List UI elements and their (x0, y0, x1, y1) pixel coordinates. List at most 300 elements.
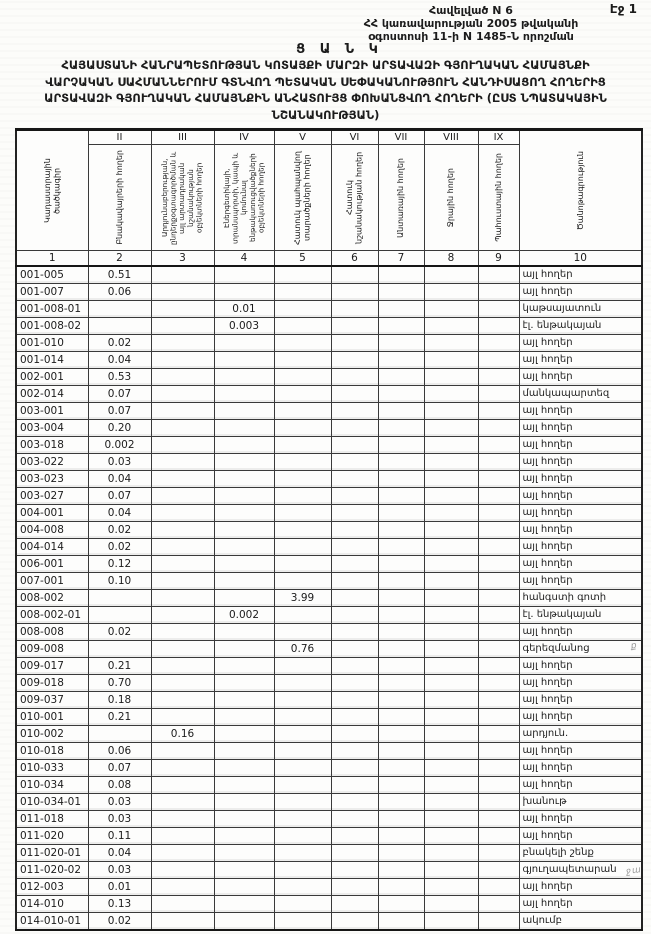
area-value-cell-col9 (478, 777, 519, 794)
remark-cell: ակումբ (519, 913, 642, 931)
handwritten-mark: ջա (625, 864, 643, 878)
area-value-cell-col7 (378, 845, 424, 862)
area-value-cell-col8 (424, 284, 478, 301)
area-value-cell-col2 (88, 301, 151, 318)
title-line-1: ՀԱՅԱՍՏԱՆԻ ՀԱՆՐԱՊԵՏՈՒԹՅԱՆ ԿՈՏԱՅՔԻ ՄԱՐԶԻ ԱՐՏԱՎԱԶԻ ԳՅՈՒՂԱԿԱՆ ՀԱՄԱՅՆՔԻ (61, 58, 590, 72)
area-value-cell-col3 (151, 437, 214, 454)
area-value-cell-col9 (478, 913, 519, 931)
remark-cell: այլ հողեր (519, 522, 642, 539)
area-value-cell-col4 (214, 760, 274, 777)
table-row (16, 437, 642, 454)
remark-cell: այլ հողեր (519, 709, 642, 726)
area-value-cell-col3 (151, 318, 214, 335)
area-value-cell-col8 (424, 845, 478, 862)
header-infrastructure-lands: Էներգետիկայի, տրանսպորտի, կապի և կոմունալ ենթակառուցվածքների օբյեկտների հողեր (214, 145, 274, 251)
area-value-cell-col4 (214, 811, 274, 828)
area-value-cell-col7 (378, 641, 424, 658)
handwritten-mark: ք (630, 640, 639, 652)
remark-cell: այլ հողեր (519, 369, 642, 386)
area-value-cell-col3 (151, 709, 214, 726)
cadastral-code-cell: 003-001 (16, 403, 88, 420)
remark-cell: մանկապարտեզ (519, 386, 642, 403)
table-row (16, 879, 642, 896)
area-value-cell-col5 (274, 284, 331, 301)
area-value-cell-col4 (214, 743, 274, 760)
area-value-cell-col2: 0.51 (88, 266, 151, 284)
remark-cell: գերեզմանոց (519, 641, 642, 658)
area-value-cell-col2: 0.06 (88, 284, 151, 301)
remark-cell: այլ հողեր (519, 658, 642, 675)
area-value-cell-col8 (424, 777, 478, 794)
area-value-cell-col4 (214, 794, 274, 811)
area-value-cell-col6 (331, 369, 378, 386)
table-row (16, 454, 642, 471)
area-value-cell-col5 (274, 726, 331, 743)
area-value-cell-col6 (331, 318, 378, 335)
area-value-cell-col7 (378, 352, 424, 369)
area-value-cell-col6 (331, 403, 378, 420)
table-row (16, 266, 642, 284)
remark-cell: կաթսայատուն (519, 301, 642, 318)
area-value-cell-col8 (424, 488, 478, 505)
area-value-cell-col5 (274, 794, 331, 811)
area-value-cell-col2: 0.07 (88, 403, 151, 420)
area-value-cell-col9 (478, 692, 519, 709)
area-value-cell-col6 (331, 794, 378, 811)
land-transfer-table (15, 128, 643, 931)
remark-cell: այլ հողեր (519, 556, 642, 573)
area-value-cell-col4: 0.01 (214, 301, 274, 318)
title-line-3: ԱՐՏԱՎԱԶԻ ԳՅՈՒՂԱԿԱՆ ՀԱՄԱՅՆՔԻՆ ԱՆՀԱՏՈՒՅՑ ՓՈԽԱՆՑՎՈՂ ՀՈՂԵՐԻ (ԸՍՏ ՆՊԱՏԱԿԱՅԻՆ (44, 91, 607, 105)
cadastral-code-cell: 012-003 (16, 879, 88, 896)
cadastral-code-cell: 014-010-01 (16, 913, 88, 931)
area-value-cell-col4 (214, 573, 274, 590)
area-value-cell-col7 (378, 607, 424, 624)
cadastral-code-cell: 001-008-02 (16, 318, 88, 335)
area-value-cell-col9 (478, 335, 519, 352)
title-line-2: ՎԱՐՉԱԿԱՆ ՍԱՀՄԱՆՆԵՐՈՒՄ ԳՏՆՎՈՂ ՊԵՏԱԿԱՆ ՍԵՓԱԿԱՆՈՒԹՅՈՒՆ ՀԱՆԴԻՍԱՑՈՂ ՀՈՂԵՐԻՑ (45, 74, 606, 89)
area-value-cell-col2: 0.02 (88, 624, 151, 641)
area-value-cell-col5 (274, 266, 331, 284)
cadastral-code-cell: 009-018 (16, 675, 88, 692)
area-value-cell-col7 (378, 505, 424, 522)
header-remarks-label: Ծանոթագրություն (575, 150, 585, 231)
header-protected-lands: Հատուկ պահպանվող տարածքների հողեր (274, 145, 331, 251)
document-title (8, 57, 643, 123)
area-value-cell-col8 (424, 743, 478, 760)
table-row (16, 590, 642, 607)
area-value-cell-col6 (331, 539, 378, 556)
remark-cell: այլ հողեր (519, 760, 642, 777)
area-value-cell-col4 (214, 828, 274, 845)
area-value-cell-col4 (214, 709, 274, 726)
area-value-cell-col8 (424, 335, 478, 352)
area-value-cell-col5 (274, 879, 331, 896)
area-value-cell-col2: 0.03 (88, 794, 151, 811)
area-value-cell-col3 (151, 607, 214, 624)
area-value-cell-col6 (331, 743, 378, 760)
table-row (16, 760, 642, 777)
cadastral-code-cell: 004-008 (16, 522, 88, 539)
area-value-cell-col7 (378, 709, 424, 726)
area-value-cell-col2: 0.02 (88, 539, 151, 556)
area-value-cell-col2: 0.04 (88, 505, 151, 522)
cadastral-code-cell: 003-027 (16, 488, 88, 505)
area-value-cell-col5 (274, 709, 331, 726)
area-value-cell-col6 (331, 624, 378, 641)
area-value-cell-col3 (151, 692, 214, 709)
area-value-cell-col4 (214, 641, 274, 658)
area-value-cell-col3 (151, 590, 214, 607)
area-value-cell-col2: 0.07 (88, 386, 151, 403)
table-row (16, 488, 642, 505)
area-value-cell-col6 (331, 454, 378, 471)
area-value-cell-col8 (424, 641, 478, 658)
area-value-cell-col9 (478, 811, 519, 828)
area-value-cell-col9 (478, 607, 519, 624)
area-value-cell-col3 (151, 573, 214, 590)
area-value-cell-col9 (478, 862, 519, 879)
area-value-cell-col8 (424, 403, 478, 420)
area-value-cell-col4 (214, 879, 274, 896)
table-row (16, 403, 642, 420)
area-value-cell-col4 (214, 403, 274, 420)
area-value-cell-col7 (378, 266, 424, 284)
remark-cell: այլ հողեր (519, 454, 642, 471)
area-value-cell-col9 (478, 828, 519, 845)
area-value-cell-col9 (478, 573, 519, 590)
col-num-4: 4 (214, 251, 274, 267)
area-value-cell-col2: 0.07 (88, 760, 151, 777)
area-value-cell-col5: 0.76 (274, 641, 331, 658)
area-value-cell-col6 (331, 556, 378, 573)
area-value-cell-col8 (424, 505, 478, 522)
area-value-cell-col3 (151, 828, 214, 845)
area-value-cell-col9 (478, 794, 519, 811)
area-value-cell-col4 (214, 692, 274, 709)
cadastral-code-cell: 011-020-01 (16, 845, 88, 862)
area-value-cell-col9 (478, 301, 519, 318)
area-value-cell-col8 (424, 624, 478, 641)
table-row (16, 777, 642, 794)
cadastral-code-cell: 011-018 (16, 811, 88, 828)
area-value-cell-col8 (424, 828, 478, 845)
area-value-cell-col8 (424, 658, 478, 675)
roman-numeral-III: III (151, 130, 214, 145)
area-value-cell-col9 (478, 624, 519, 641)
remark-cell: այլ հողեր (519, 488, 642, 505)
area-value-cell-col5 (274, 692, 331, 709)
area-value-cell-col2: 0.12 (88, 556, 151, 573)
area-value-cell-col7 (378, 913, 424, 931)
remark-cell: այլ հողեր (519, 811, 642, 828)
table-row (16, 913, 642, 931)
table-row (16, 352, 642, 369)
cadastral-code-cell: 010-033 (16, 760, 88, 777)
area-value-cell-col8 (424, 369, 478, 386)
area-value-cell-col7 (378, 675, 424, 692)
area-value-cell-col2: 0.03 (88, 454, 151, 471)
area-value-cell-col7 (378, 318, 424, 335)
area-value-cell-col4 (214, 284, 274, 301)
area-value-cell-col3 (151, 386, 214, 403)
area-value-cell-col5 (274, 913, 331, 931)
area-value-cell-col3 (151, 369, 214, 386)
table-row (16, 624, 642, 641)
area-value-cell-col3 (151, 811, 214, 828)
table-row (16, 522, 642, 539)
table-row (16, 505, 642, 522)
area-value-cell-col4 (214, 471, 274, 488)
area-value-cell-col3 (151, 675, 214, 692)
area-value-cell-col4 (214, 437, 274, 454)
area-value-cell-col3 (151, 641, 214, 658)
table-row (16, 420, 642, 437)
area-value-cell-col6 (331, 709, 378, 726)
area-value-cell-col2 (88, 590, 151, 607)
list-label: Ց Ա Ն Կ (296, 42, 383, 57)
area-value-cell-col3 (151, 743, 214, 760)
area-value-cell-col8 (424, 266, 478, 284)
area-value-cell-col7 (378, 420, 424, 437)
area-value-cell-col5 (274, 896, 331, 913)
area-value-cell-col7 (378, 726, 424, 743)
col-num-1: 1 (16, 251, 88, 267)
area-value-cell-col7 (378, 301, 424, 318)
cadastral-code-cell: 014-010 (16, 896, 88, 913)
header-cadastral-code (16, 130, 88, 251)
table-row (16, 386, 642, 403)
area-value-cell-col7 (378, 590, 424, 607)
area-value-cell-col2: 0.20 (88, 420, 151, 437)
area-value-cell-col2: 0.06 (88, 743, 151, 760)
table-row (16, 743, 642, 760)
area-value-cell-col2 (88, 607, 151, 624)
area-value-cell-col6 (331, 573, 378, 590)
area-value-cell-col7 (378, 454, 424, 471)
table-row (16, 369, 642, 386)
area-value-cell-col8 (424, 437, 478, 454)
area-value-cell-col8 (424, 352, 478, 369)
area-value-cell-col5 (274, 335, 331, 352)
area-value-cell-col6 (331, 862, 378, 879)
cadastral-code-cell: 001-008-01 (16, 301, 88, 318)
table-row (16, 301, 642, 318)
area-value-cell-col7 (378, 624, 424, 641)
area-value-cell-col9 (478, 522, 519, 539)
remark-cell: այլ հողեր (519, 420, 642, 437)
area-value-cell-col5 (274, 522, 331, 539)
area-value-cell-col6 (331, 505, 378, 522)
area-value-cell-col5 (274, 539, 331, 556)
col-num-10: 10 (519, 251, 642, 267)
cadastral-code-cell: 003-018 (16, 437, 88, 454)
cadastral-code-cell: 003-004 (16, 420, 88, 437)
area-value-cell-col3 (151, 777, 214, 794)
area-value-cell-col3 (151, 284, 214, 301)
remark-cell: այլ հողեր (519, 743, 642, 760)
area-value-cell-col2 (88, 318, 151, 335)
cadastral-code-cell: 010-034-01 (16, 794, 88, 811)
area-value-cell-col6 (331, 488, 378, 505)
area-value-cell-col6 (331, 777, 378, 794)
cadastral-code-cell: 009-008 (16, 641, 88, 658)
area-value-cell-col6 (331, 828, 378, 845)
cadastral-code-cell: 001-014 (16, 352, 88, 369)
table-header (16, 130, 642, 267)
area-value-cell-col4: 0.003 (214, 318, 274, 335)
remark-cell: այլ հողեր (519, 675, 642, 692)
area-value-cell-col3: 0.16 (151, 726, 214, 743)
roman-numeral-IV: IV (214, 130, 274, 145)
cadastral-code-cell: 001-010 (16, 335, 88, 352)
cadastral-code-cell: 004-014 (16, 539, 88, 556)
area-value-cell-col5 (274, 760, 331, 777)
cadastral-code-cell: 002-001 (16, 369, 88, 386)
area-value-cell-col4 (214, 386, 274, 403)
area-value-cell-col8 (424, 607, 478, 624)
area-value-cell-col6 (331, 845, 378, 862)
area-value-cell-col8 (424, 301, 478, 318)
area-value-cell-col4 (214, 335, 274, 352)
area-value-cell-col2: 0.13 (88, 896, 151, 913)
remark-cell: այլ հողեր (519, 352, 642, 369)
cadastral-code-cell: 008-002 (16, 590, 88, 607)
area-value-cell-col2: 0.03 (88, 811, 151, 828)
area-value-cell-col6 (331, 266, 378, 284)
area-value-cell-col5 (274, 301, 331, 318)
area-value-cell-col9 (478, 743, 519, 760)
area-value-cell-col8 (424, 811, 478, 828)
area-value-cell-col3 (151, 403, 214, 420)
area-value-cell-col4 (214, 913, 274, 931)
cadastral-code-cell: 001-005 (16, 266, 88, 284)
area-value-cell-col4 (214, 590, 274, 607)
area-value-cell-col2: 0.02 (88, 913, 151, 931)
area-value-cell-col8 (424, 590, 478, 607)
area-value-cell-col3 (151, 420, 214, 437)
remark-cell: այլ հողեր (519, 284, 642, 301)
area-value-cell-col8 (424, 794, 478, 811)
appendix-reference (308, 4, 634, 43)
remark-cell: էլ. ենթակայան (519, 607, 642, 624)
area-value-cell-col2: 0.04 (88, 845, 151, 862)
area-value-cell-col2: 0.04 (88, 352, 151, 369)
area-value-cell-col6 (331, 301, 378, 318)
table-row (16, 318, 642, 335)
area-value-cell-col4 (214, 454, 274, 471)
area-value-cell-col6 (331, 692, 378, 709)
area-value-cell-col9 (478, 641, 519, 658)
area-value-cell-col3 (151, 556, 214, 573)
table-row (16, 692, 642, 709)
area-value-cell-col6 (331, 726, 378, 743)
area-value-cell-col7 (378, 658, 424, 675)
area-value-cell-col2: 0.70 (88, 675, 151, 692)
table-row (16, 573, 642, 590)
area-value-cell-col2: 0.01 (88, 879, 151, 896)
area-value-cell-col7 (378, 522, 424, 539)
area-value-cell-col6 (331, 879, 378, 896)
area-value-cell-col6 (331, 522, 378, 539)
remark-cell: այլ հողեր (519, 624, 642, 641)
cadastral-code-cell: 003-022 (16, 454, 88, 471)
area-value-cell-col9 (478, 760, 519, 777)
remark-cell: այլ հողեր (519, 539, 642, 556)
area-value-cell-col4 (214, 420, 274, 437)
area-value-cell-col5 (274, 471, 331, 488)
area-value-cell-col9 (478, 352, 519, 369)
remark-cell: այլ հողեր (519, 828, 642, 845)
area-value-cell-col7 (378, 386, 424, 403)
cadastral-code-cell: 006-001 (16, 556, 88, 573)
area-value-cell-col4 (214, 369, 274, 386)
area-value-cell-col6 (331, 352, 378, 369)
remark-cell: այլ հողեր (519, 471, 642, 488)
header-special-purpose-lands: Հատուկ նշանակության հողեր (331, 145, 378, 251)
area-value-cell-col5 (274, 352, 331, 369)
table-row (16, 556, 642, 573)
area-value-cell-col4 (214, 505, 274, 522)
area-value-cell-col9 (478, 420, 519, 437)
area-value-cell-col4: 0.002 (214, 607, 274, 624)
header-settlement-lands: Բնակավայրերի հողեր (88, 145, 151, 251)
area-value-cell-col3 (151, 352, 214, 369)
header-industrial-lands: Արդյունաբերության, ընդերքօգտագործման և այլ արտադրական նշանակության օբյեկտների հողեր (151, 145, 214, 251)
area-value-cell-col2: 0.002 (88, 437, 151, 454)
area-value-cell-col6 (331, 386, 378, 403)
area-value-cell-col5 (274, 488, 331, 505)
area-value-cell-col4 (214, 522, 274, 539)
cadastral-code-cell: 009-037 (16, 692, 88, 709)
area-value-cell-col2: 0.21 (88, 658, 151, 675)
area-value-cell-col8 (424, 471, 478, 488)
area-value-cell-col7 (378, 862, 424, 879)
area-value-cell-col4 (214, 675, 274, 692)
area-value-cell-col9 (478, 879, 519, 896)
area-value-cell-col7 (378, 556, 424, 573)
area-value-cell-col6 (331, 896, 378, 913)
area-value-cell-col8 (424, 760, 478, 777)
area-value-cell-col7 (378, 488, 424, 505)
area-value-cell-col9 (478, 590, 519, 607)
table-row (16, 896, 642, 913)
remark-cell: այլ հողեր (519, 505, 642, 522)
cadastral-code-cell: 011-020-02 (16, 862, 88, 879)
table-row (16, 284, 642, 301)
cadastral-code-cell: 003-023 (16, 471, 88, 488)
table-body (16, 266, 642, 930)
area-value-cell-col5 (274, 811, 331, 828)
area-value-cell-col3 (151, 335, 214, 352)
area-value-cell-col5 (274, 607, 331, 624)
roman-numeral-VII: VII (378, 130, 424, 145)
area-value-cell-col7 (378, 828, 424, 845)
area-value-cell-col8 (424, 675, 478, 692)
area-value-cell-col6 (331, 760, 378, 777)
table-row (16, 335, 642, 352)
area-value-cell-col8 (424, 420, 478, 437)
area-value-cell-col5 (274, 454, 331, 471)
area-value-cell-col8 (424, 522, 478, 539)
area-value-cell-col6 (331, 420, 378, 437)
area-value-cell-col3 (151, 539, 214, 556)
roman-numeral-VIII: VIII (424, 130, 478, 145)
area-value-cell-col5 (274, 386, 331, 403)
area-value-cell-col9 (478, 845, 519, 862)
remark-cell: այլ հողեր (519, 573, 642, 590)
table-row (16, 726, 642, 743)
